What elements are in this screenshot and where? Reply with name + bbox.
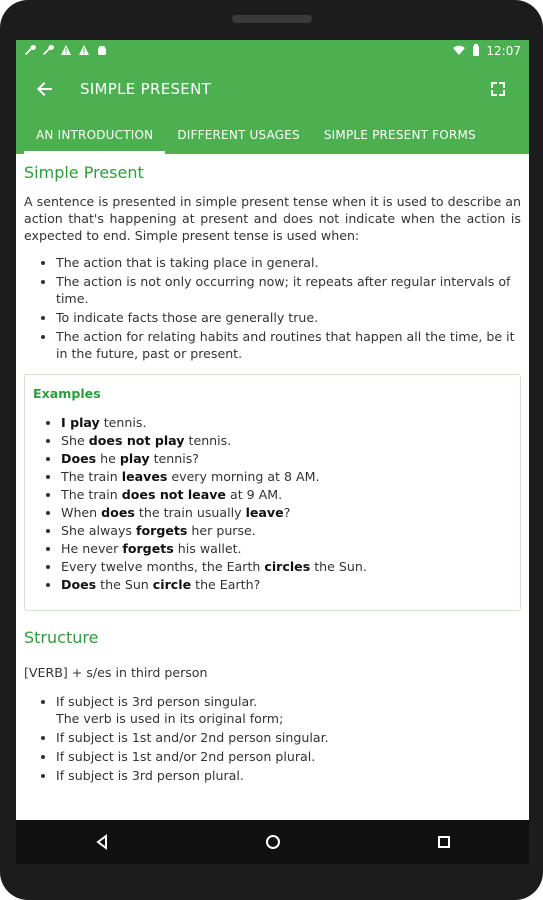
examples-list bbox=[33, 414, 508, 593]
example-item bbox=[61, 468, 508, 485]
intro-paragraph: A sentence is presented in simple present tense when it is used to describe an action that's happening at present and does not indicate when the action is expected to end. Simple present tense is used when: bbox=[24, 194, 521, 243]
example-text: the Sun. bbox=[310, 559, 367, 574]
tab-different-usages[interactable]: DIFFERENT USAGES bbox=[177, 128, 300, 142]
structure-item: • If subject is 3rd person plural. bbox=[56, 767, 521, 784]
structure-formula: [VERB] + s/es in third person bbox=[24, 665, 208, 680]
example-bold-text: does bbox=[101, 505, 135, 520]
example-text: the Earth? bbox=[191, 577, 261, 592]
example-text: The train bbox=[61, 487, 122, 502]
example-bold-text: leaves bbox=[121, 469, 168, 484]
example-text: When bbox=[61, 505, 102, 520]
nav-back-icon[interactable] bbox=[82, 822, 122, 862]
example-text: She always bbox=[61, 523, 136, 538]
example-item bbox=[61, 486, 508, 503]
tab-bar bbox=[16, 116, 529, 154]
example-item bbox=[61, 540, 508, 557]
example-text: the Sun bbox=[96, 577, 153, 592]
example-bold-text: play bbox=[119, 451, 150, 466]
status-right bbox=[452, 44, 521, 58]
example-item bbox=[61, 558, 508, 575]
example-bold-text: I play bbox=[61, 415, 100, 430]
example-bold-text: leave bbox=[245, 505, 284, 520]
warning-icon bbox=[78, 44, 90, 58]
example-item bbox=[61, 414, 508, 431]
app-bar bbox=[16, 62, 529, 116]
example-bold-text: forgets bbox=[122, 541, 174, 556]
example-item bbox=[61, 522, 508, 539]
examples-box bbox=[24, 374, 521, 611]
usage-item: • To indicate facts those are generally true. bbox=[56, 309, 521, 326]
usage-item: • The action is not only occurring now; it repeats after regular intervals of time. bbox=[56, 273, 521, 307]
example-text: tennis. bbox=[99, 415, 147, 430]
example-text: tennis. bbox=[184, 433, 232, 448]
example-bold-text: does not play bbox=[88, 433, 185, 448]
example-text: his wallet. bbox=[173, 541, 242, 556]
example-text: the train usually bbox=[134, 505, 246, 520]
battery-icon bbox=[472, 44, 480, 58]
structure-item-text: If subject is 3rd person singular. bbox=[56, 694, 258, 709]
example-bold-text: does not leave bbox=[121, 487, 226, 502]
usage-item: • The action that is taking place in general. bbox=[56, 254, 521, 271]
usage-list bbox=[24, 254, 521, 362]
example-item bbox=[61, 504, 508, 521]
example-text: She bbox=[61, 433, 89, 448]
status-left-icons bbox=[24, 44, 108, 58]
example-text: ? bbox=[283, 505, 291, 520]
example-text: Every twelve months, the Earth bbox=[61, 559, 265, 574]
example-text: he bbox=[96, 451, 120, 466]
example-bold-text: Does bbox=[61, 577, 97, 592]
nav-home-icon[interactable] bbox=[253, 822, 293, 862]
example-item bbox=[61, 576, 508, 593]
system-nav-bar bbox=[16, 820, 529, 864]
tab-introduction[interactable]: AN INTRODUCTION bbox=[24, 128, 165, 154]
example-text: tennis? bbox=[149, 451, 199, 466]
structure-item: • If subject is 1st and/or 2nd person plural. bbox=[56, 748, 521, 765]
example-bold-text: Does bbox=[61, 451, 97, 466]
wrench-icon bbox=[42, 44, 54, 58]
warning-icon bbox=[60, 44, 72, 58]
status-bar bbox=[16, 40, 529, 62]
example-text: The train bbox=[61, 469, 122, 484]
screen bbox=[16, 40, 529, 820]
example-item bbox=[61, 450, 508, 467]
wifi-icon bbox=[452, 44, 466, 58]
example-text: her purse. bbox=[187, 523, 256, 538]
example-bold-text: forgets bbox=[135, 523, 188, 538]
tab-simple-present-forms[interactable]: SIMPLE PRESENT FORMS bbox=[323, 128, 476, 142]
example-item bbox=[61, 432, 508, 449]
arrow-left-icon[interactable] bbox=[28, 72, 62, 106]
example-bold-text: circle bbox=[152, 577, 192, 592]
content bbox=[16, 154, 529, 784]
structure-item-text: The verb is used in its original form; bbox=[56, 711, 284, 726]
nav-recents-icon[interactable] bbox=[424, 822, 464, 862]
page-title: SIMPLE PRESENT bbox=[80, 80, 212, 98]
structure-list bbox=[24, 693, 521, 784]
example-text: He never bbox=[61, 541, 123, 556]
status-time: 12:07 bbox=[486, 44, 521, 58]
example-text: every morning at 8 AM. bbox=[167, 469, 320, 484]
section-heading: Simple Present bbox=[24, 163, 144, 182]
example-text: at 9 AM. bbox=[225, 487, 283, 502]
example-bold-text: circles bbox=[264, 559, 311, 574]
android-icon bbox=[96, 44, 108, 58]
wrench-icon bbox=[24, 44, 36, 58]
structure-heading: Structure bbox=[24, 628, 99, 647]
structure-item: • If subject is 1st and/or 2nd person singular. bbox=[56, 729, 521, 746]
examples-title: Examples bbox=[33, 386, 101, 401]
structure-item bbox=[56, 693, 521, 727]
usage-item: • The action for relating habits and routines that happen all the time, be it in the future, past or present. bbox=[56, 328, 521, 362]
speaker-grille bbox=[232, 15, 312, 23]
fullscreen-icon[interactable] bbox=[485, 76, 511, 102]
